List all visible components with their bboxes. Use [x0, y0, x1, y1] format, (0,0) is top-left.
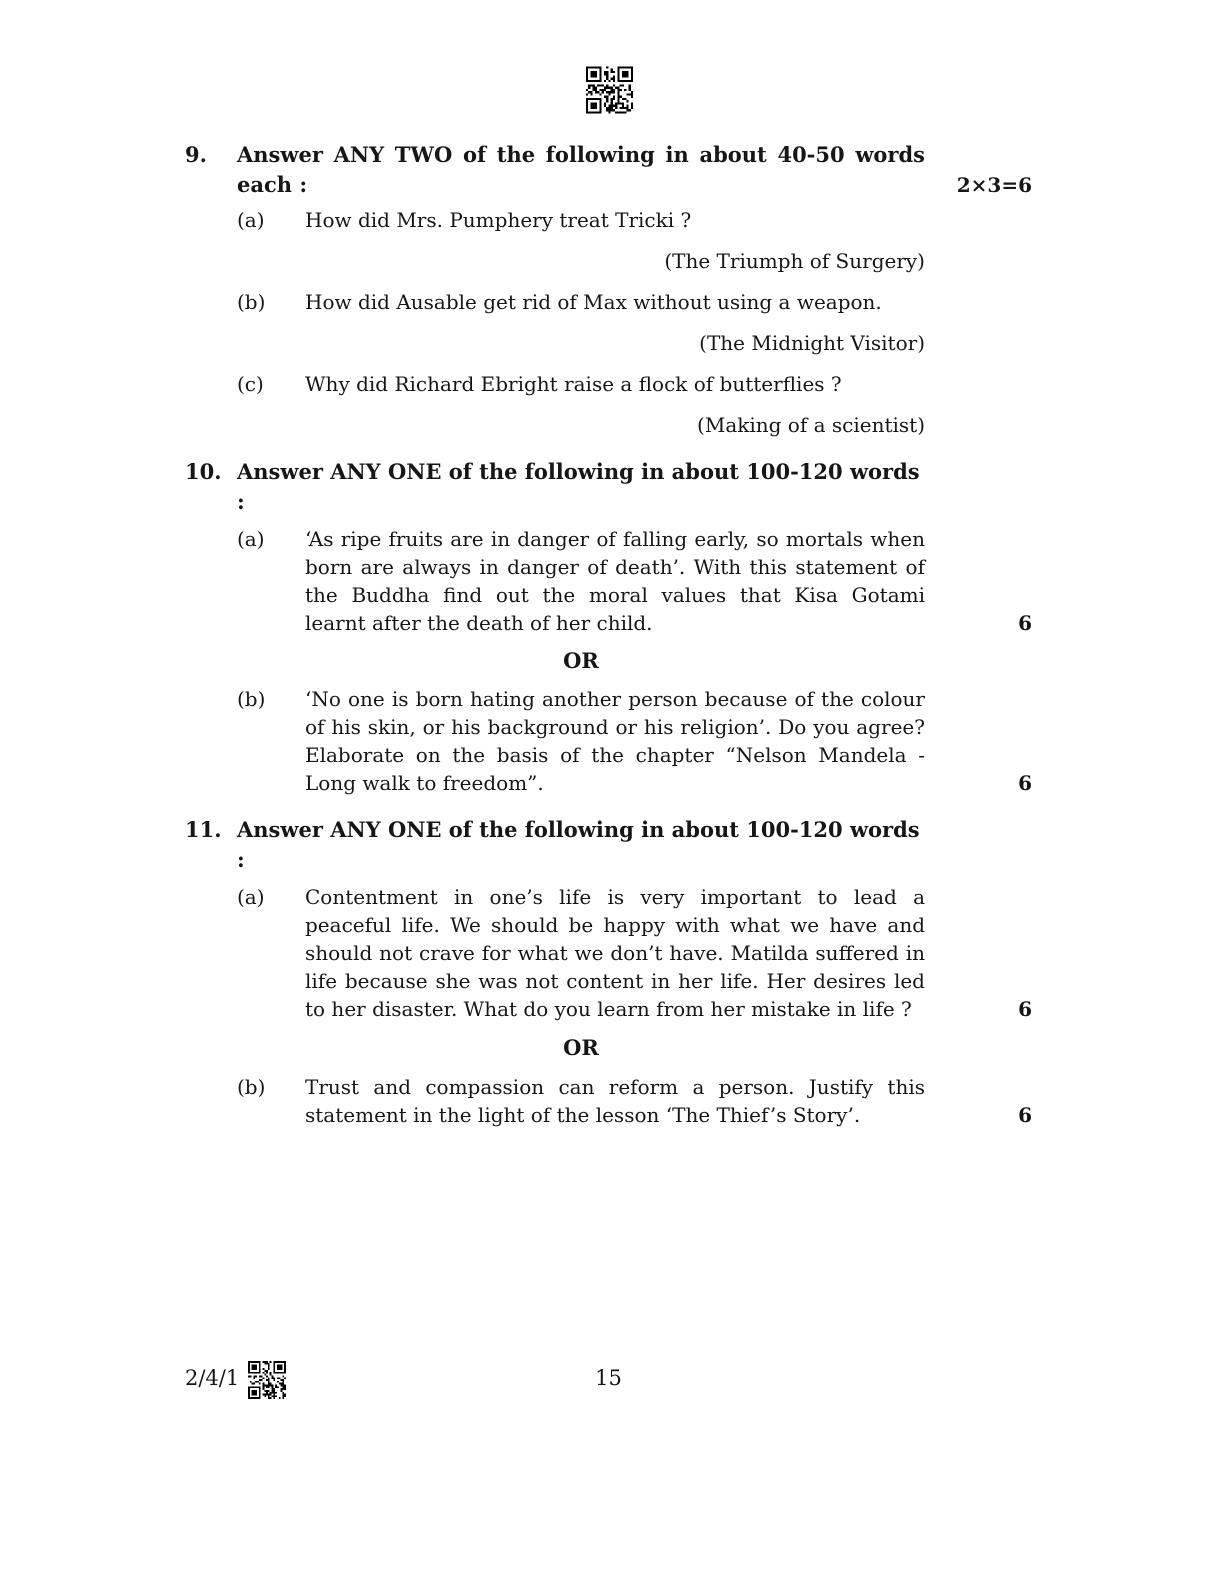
- question-header-line1: Answer ANY TWO of the following in about 40-50 words: [237, 142, 925, 167]
- question-number: 9.: [185, 142, 207, 167]
- question-part-9b: [237, 288, 1032, 357]
- part-letter: (b): [237, 290, 266, 314]
- part-text: How did Ausable get rid of Max without using a weapon.: [305, 290, 882, 314]
- part-text: Trust and compassion can reform a person. Justify this statement in the light of the lesson ‘The Thief’s Story’.: [305, 1075, 925, 1127]
- question-11: [185, 815, 1032, 1129]
- part-letter: (a): [237, 885, 265, 909]
- or-separator: OR: [563, 648, 599, 673]
- part-text: ‘No one is born hating another person because of the colour of his skin, or his background or his religion’. Do you agree? Elaborate on the basis of the chapter “Nelson Mandela - Long walk to freedom”.: [305, 687, 925, 795]
- question-number: 10.: [185, 459, 222, 484]
- part-letter: (a): [237, 208, 265, 232]
- question-paper-content: [185, 140, 1032, 1129]
- marks-label: 6: [1018, 771, 1032, 795]
- question-header-line2: each :: [237, 172, 308, 197]
- part-text: How did Mrs. Pumphery treat Tricki ?: [305, 208, 692, 232]
- question-header: Answer ANY ONE of the following in about 100-120 words :: [237, 817, 920, 872]
- question-9: [185, 140, 1032, 439]
- marks-label: 2×3=6: [956, 173, 1032, 197]
- qr-code-top: [586, 66, 633, 114]
- question-number: 11.: [185, 817, 222, 842]
- part-letter: (b): [237, 1075, 266, 1099]
- marks-label: 6: [1018, 1103, 1032, 1127]
- paper-code: 2/4/1: [185, 1366, 240, 1390]
- question-header: Answer ANY ONE of the following in about 100-120 words :: [237, 459, 920, 514]
- qr-code-footer: [248, 1361, 286, 1399]
- source-reference: (The Midnight Visitor): [699, 331, 925, 355]
- marks-label: 6: [1018, 997, 1032, 1021]
- question-part-11b: [237, 1073, 1032, 1129]
- question-part-10a: [237, 525, 1032, 637]
- page-number: 15: [595, 1366, 622, 1390]
- source-reference: (The Triumph of Surgery): [664, 249, 925, 273]
- source-reference: (Making of a scientist): [697, 413, 925, 437]
- marks-label: 6: [1018, 611, 1032, 635]
- part-letter: (b): [237, 687, 266, 711]
- part-letter: (c): [237, 372, 264, 396]
- question-part-9a: [237, 206, 1032, 275]
- question-header: [237, 140, 925, 200]
- question-part-9c: [237, 370, 1032, 439]
- question-10: [185, 457, 1032, 797]
- part-letter: (a): [237, 527, 265, 551]
- part-text: ‘As ripe fruits are in danger of falling early, so mortals when born are always in danger of death’. With this statement of the Buddha find out the moral values that Kisa Gotami learnt after the death of her child.: [305, 527, 925, 635]
- part-text: Why did Richard Ebright raise a flock of butterflies ?: [305, 372, 842, 396]
- question-part-10b: [237, 685, 1032, 797]
- or-separator: OR: [563, 1035, 599, 1060]
- part-text: Contentment in one’s life is very important to lead a peaceful life. We should be happy with what we have and should not crave for what we don’t have. Matilda suffered in life because she was not content in her life. Her desires led to her disaster. What do you learn from her mistake in life ?: [305, 885, 925, 1021]
- question-part-11a: [237, 883, 1032, 1023]
- page-footer: [185, 1356, 1032, 1404]
